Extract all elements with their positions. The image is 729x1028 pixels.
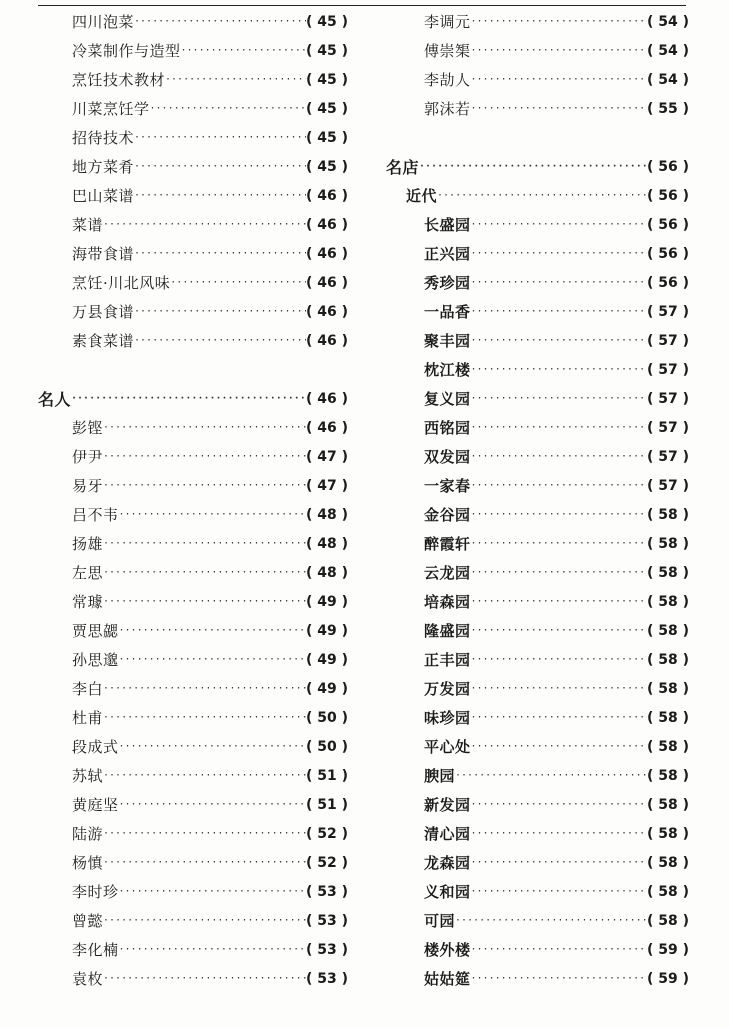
- toc-label: 常璩: [72, 593, 104, 611]
- toc-entry[interactable]: [52, 558, 348, 587]
- toc-page-number: ( 58 ): [646, 622, 689, 639]
- right-entries-famous-people: [386, 7, 689, 123]
- toc-label: 名店: [386, 158, 420, 177]
- toc-entry[interactable]: [52, 210, 348, 239]
- toc-page-number: ( 57 ): [646, 419, 689, 436]
- toc-entry[interactable]: [52, 819, 348, 848]
- toc-entry[interactable]: [386, 471, 689, 500]
- toc-entry[interactable]: [52, 703, 348, 732]
- toc-entry[interactable]: [52, 268, 348, 297]
- toc-label: 苏轼: [72, 767, 104, 785]
- toc-entry[interactable]: [386, 500, 689, 529]
- toc-label: 川菜烹饪学: [72, 100, 150, 118]
- leader-dots: [181, 45, 306, 56]
- toc-page-number: ( 46 ): [305, 390, 348, 407]
- toc-page-number: ( 52 ): [305, 854, 348, 871]
- toc-label: 名人: [38, 390, 72, 409]
- leader-dots: [119, 741, 306, 752]
- toc-entry[interactable]: [52, 674, 348, 703]
- spacer: [52, 355, 348, 384]
- left-entries-cookbooks: [52, 7, 348, 355]
- leader-dots: [134, 306, 306, 317]
- toc-page-number: ( 46 ): [305, 303, 348, 320]
- toc-page-number: ( 53 ): [305, 912, 348, 929]
- toc-page-number: ( 58 ): [646, 535, 689, 552]
- toc-page-number: ( 58 ): [646, 825, 689, 842]
- leader-dots: [134, 132, 306, 143]
- toc-entry[interactable]: [52, 877, 348, 906]
- leader-dots: [471, 393, 647, 404]
- toc-label: 曾懿: [72, 912, 104, 930]
- toc-label: 新发园: [424, 796, 471, 814]
- toc-entry[interactable]: [386, 529, 689, 558]
- toc-label: 培森园: [424, 593, 471, 611]
- toc-right-column: [386, 7, 689, 993]
- toc-label: 金谷园: [424, 506, 471, 524]
- toc-label: 腴园: [424, 767, 456, 785]
- toc-label: 杜甫: [72, 709, 104, 727]
- toc-entry[interactable]: [52, 7, 348, 36]
- leader-dots: [455, 770, 647, 781]
- toc-entry[interactable]: [386, 558, 689, 587]
- toc-label: 万县食谱: [72, 303, 135, 321]
- toc-label: 秀珍园: [424, 274, 471, 292]
- leader-dots: [471, 16, 647, 27]
- toc-label: 地方菜肴: [72, 158, 135, 176]
- toc-label: 李白: [72, 680, 104, 698]
- toc-entry[interactable]: [52, 906, 348, 935]
- toc-entry[interactable]: [386, 790, 689, 819]
- toc-label: 正丰园: [424, 651, 471, 669]
- toc-page-number: ( 56 ): [646, 187, 689, 204]
- toc-label: 四川泡菜: [72, 13, 135, 31]
- toc-entry[interactable]: [386, 413, 689, 442]
- toc-label: 菜谱: [72, 216, 104, 234]
- leader-dots: [471, 712, 647, 723]
- toc-label: 伊尹: [72, 448, 104, 466]
- toc-page-number: ( 49 ): [305, 593, 348, 610]
- toc-entry[interactable]: [386, 268, 689, 297]
- toc-entry[interactable]: [386, 645, 689, 674]
- toc-entry[interactable]: [52, 790, 348, 819]
- toc-sub-heading[interactable]: [386, 181, 689, 210]
- toc-page-number: ( 46 ): [305, 332, 348, 349]
- toc-label: 招待技术: [72, 129, 135, 147]
- toc-entry[interactable]: [386, 616, 689, 645]
- toc-label: 义和园: [424, 883, 471, 901]
- toc-page-number: ( 58 ): [646, 796, 689, 813]
- toc-section-heading[interactable]: [38, 384, 348, 413]
- toc-entry[interactable]: [386, 210, 689, 239]
- toc-label: 陆游: [72, 825, 104, 843]
- leader-dots: [471, 683, 647, 694]
- toc-page-number: ( 57 ): [646, 361, 689, 378]
- toc-page-number: ( 58 ): [646, 738, 689, 755]
- toc-label: 正兴园: [424, 245, 471, 263]
- leader-dots: [471, 741, 647, 752]
- toc-entry[interactable]: [386, 36, 689, 65]
- leader-dots: [119, 944, 306, 955]
- toc-label: 海带食谱: [72, 245, 135, 263]
- toc-page-number: ( 50 ): [305, 738, 348, 755]
- leader-dots: [103, 219, 306, 230]
- leader-dots: [119, 509, 306, 520]
- toc-entry[interactable]: [386, 877, 689, 906]
- toc-entry[interactable]: [52, 616, 348, 645]
- toc-page-number: ( 58 ): [646, 883, 689, 900]
- toc-entry[interactable]: [386, 65, 689, 94]
- toc-page-number: ( 54 ): [646, 42, 689, 59]
- toc-page-number: ( 59 ): [646, 941, 689, 958]
- toc-page-number: ( 51 ): [305, 767, 348, 784]
- toc-entry[interactable]: [386, 384, 689, 413]
- toc-label: 云龙园: [424, 564, 471, 582]
- toc-label: 李劼人: [424, 71, 471, 89]
- toc-label: 西铭园: [424, 419, 471, 437]
- toc-entry[interactable]: [386, 674, 689, 703]
- toc-page-number: ( 56 ): [646, 274, 689, 291]
- leader-dots: [134, 16, 306, 27]
- toc-page-number: ( 58 ): [646, 564, 689, 581]
- toc-entry[interactable]: [386, 761, 689, 790]
- toc-entry[interactable]: [52, 964, 348, 993]
- leader-dots: [471, 248, 647, 259]
- toc-label: 枕江楼: [424, 361, 471, 379]
- leader-dots: [471, 828, 647, 839]
- toc-label: 杨慎: [72, 854, 104, 872]
- toc-entry[interactable]: [52, 529, 348, 558]
- toc-page-number: ( 56 ): [646, 245, 689, 262]
- leader-dots: [134, 335, 306, 346]
- toc-label: 李时珍: [72, 883, 119, 901]
- toc-page-number: ( 53 ): [305, 941, 348, 958]
- leader-dots: [471, 538, 647, 549]
- leader-dots: [103, 480, 306, 491]
- toc-entry[interactable]: [52, 413, 348, 442]
- leader-dots: [471, 306, 647, 317]
- toc-label: 近代: [406, 187, 438, 205]
- toc-page-number: ( 49 ): [305, 680, 348, 697]
- toc-entry[interactable]: [52, 65, 348, 94]
- leader-dots: [103, 857, 306, 868]
- toc-page-number: ( 46 ): [305, 245, 348, 262]
- toc-entry[interactable]: [386, 587, 689, 616]
- toc-label: 左思: [72, 564, 104, 582]
- leader-dots: [165, 74, 306, 85]
- toc-label: 一家春: [424, 477, 471, 495]
- spacer: [386, 123, 689, 152]
- toc-entry[interactable]: [386, 297, 689, 326]
- toc-page-number: ( 50 ): [305, 709, 348, 726]
- leader-dots: [471, 944, 647, 955]
- toc-page-number: ( 46 ): [305, 187, 348, 204]
- toc-label: 双发园: [424, 448, 471, 466]
- toc-page-number: ( 45 ): [305, 13, 348, 30]
- leader-dots: [103, 596, 306, 607]
- leader-dots: [103, 567, 306, 578]
- toc-label: 烹饪·川北风味: [72, 274, 171, 292]
- toc-label: 郭沫若: [424, 100, 471, 118]
- toc-label: 李化楠: [72, 941, 119, 959]
- toc-page-number: ( 58 ): [646, 912, 689, 929]
- toc-label: 烹饪技术教材: [72, 71, 166, 89]
- toc-entry[interactable]: [386, 703, 689, 732]
- toc-entry[interactable]: [52, 239, 348, 268]
- toc-label: 冷菜制作与造型: [72, 42, 181, 60]
- toc-page-number: ( 45 ): [305, 100, 348, 117]
- toc-entry[interactable]: [52, 326, 348, 355]
- leader-dots: [471, 364, 647, 375]
- toc-label: 可园: [424, 912, 456, 930]
- toc-page-number: ( 57 ): [646, 390, 689, 407]
- toc-label: 孙思邈: [72, 651, 119, 669]
- toc-entry[interactable]: [52, 297, 348, 326]
- top-rule: [38, 5, 686, 6]
- toc-entry[interactable]: [52, 848, 348, 877]
- toc-entry[interactable]: [52, 761, 348, 790]
- toc-label: 素食菜谱: [72, 332, 135, 350]
- leader-dots: [103, 538, 306, 549]
- toc-page-number: ( 53 ): [305, 883, 348, 900]
- toc-label: 龙森园: [424, 854, 471, 872]
- leader-dots: [170, 277, 306, 288]
- toc-label: 醉霞轩: [424, 535, 471, 553]
- leader-dots: [103, 770, 306, 781]
- toc-page-number: ( 48 ): [305, 506, 348, 523]
- leader-dots: [471, 74, 647, 85]
- toc-page-number: ( 54 ): [646, 71, 689, 88]
- leader-dots: [471, 335, 647, 346]
- toc-label: 清心园: [424, 825, 471, 843]
- leader-dots: [455, 915, 647, 926]
- leader-dots: [103, 422, 306, 433]
- toc-page-number: ( 47 ): [305, 448, 348, 465]
- toc-entry[interactable]: [52, 94, 348, 123]
- toc-page-number: ( 57 ): [646, 332, 689, 349]
- right-entries-restaurants: [386, 210, 689, 993]
- toc-entry[interactable]: [52, 645, 348, 674]
- toc-entry[interactable]: [386, 326, 689, 355]
- leader-dots: [471, 625, 647, 636]
- toc-entry[interactable]: [52, 732, 348, 761]
- leader-dots: [150, 103, 306, 114]
- leader-dots: [71, 393, 306, 404]
- leader-dots: [103, 973, 306, 984]
- leader-dots: [471, 509, 647, 520]
- toc-page-number: ( 46 ): [305, 216, 348, 233]
- leader-dots: [471, 480, 647, 491]
- toc-section-heading[interactable]: [386, 152, 689, 181]
- toc-label: 傅崇榘: [424, 42, 471, 60]
- leader-dots: [103, 712, 306, 723]
- toc-entry[interactable]: [52, 471, 348, 500]
- toc-label: 吕不韦: [72, 506, 119, 524]
- toc-page-number: ( 58 ): [646, 506, 689, 523]
- toc-page-number: ( 49 ): [305, 622, 348, 639]
- toc-page-number: ( 47 ): [305, 477, 348, 494]
- toc-label: 姑姑筵: [424, 970, 471, 988]
- toc-page-number: ( 51 ): [305, 796, 348, 813]
- toc-label: 扬雄: [72, 535, 104, 553]
- toc-page-number: ( 58 ): [646, 593, 689, 610]
- toc-page-number: ( 57 ): [646, 477, 689, 494]
- toc-entry[interactable]: [386, 7, 689, 36]
- leader-dots: [103, 828, 306, 839]
- leader-dots: [471, 277, 647, 288]
- leader-dots: [134, 248, 306, 259]
- toc-page-number: ( 46 ): [305, 274, 348, 291]
- leader-dots: [471, 422, 647, 433]
- toc-page-number: ( 48 ): [305, 535, 348, 552]
- toc-label: 一品香: [424, 303, 471, 321]
- toc-entry[interactable]: [386, 732, 689, 761]
- leader-dots: [471, 886, 647, 897]
- toc-page-number: ( 59 ): [646, 970, 689, 987]
- toc-label: 贾思勰: [72, 622, 119, 640]
- toc-page-number: ( 58 ): [646, 651, 689, 668]
- toc-entry[interactable]: [52, 935, 348, 964]
- toc-label: 巴山菜谱: [72, 187, 135, 205]
- toc-entry[interactable]: [386, 964, 689, 993]
- leader-dots: [119, 799, 306, 810]
- toc-entry[interactable]: [52, 442, 348, 471]
- toc-page-number: ( 45 ): [305, 158, 348, 175]
- toc-label: 复义园: [424, 390, 471, 408]
- leader-dots: [471, 219, 647, 230]
- toc-entry[interactable]: [52, 500, 348, 529]
- leader-dots: [471, 973, 647, 984]
- toc-entry[interactable]: [386, 906, 689, 935]
- toc-page-number: ( 49 ): [305, 651, 348, 668]
- leader-dots: [119, 654, 306, 665]
- leader-dots: [471, 654, 647, 665]
- toc-page-number: ( 46 ): [305, 419, 348, 436]
- toc-label: 隆盛园: [424, 622, 471, 640]
- toc-entry[interactable]: [386, 355, 689, 384]
- leader-dots: [103, 451, 306, 462]
- leader-dots: [103, 915, 306, 926]
- toc-entry[interactable]: [52, 123, 348, 152]
- toc-page-number: ( 57 ): [646, 448, 689, 465]
- leader-dots: [471, 596, 647, 607]
- toc-label: 长盛园: [424, 216, 471, 234]
- toc-page-number: ( 55 ): [646, 100, 689, 117]
- toc-page-number: ( 58 ): [646, 767, 689, 784]
- leader-dots: [103, 683, 306, 694]
- toc-page-number: ( 58 ): [646, 709, 689, 726]
- toc-page-number: ( 52 ): [305, 825, 348, 842]
- toc-label: 易牙: [72, 477, 104, 495]
- leader-dots: [134, 190, 306, 201]
- toc-page-number: ( 56 ): [646, 216, 689, 233]
- leader-dots: [471, 857, 647, 868]
- toc-label: 黄庭坚: [72, 796, 119, 814]
- leader-dots: [471, 103, 647, 114]
- toc-entry[interactable]: [52, 152, 348, 181]
- toc-label: 彭铿: [72, 419, 104, 437]
- toc-entry[interactable]: [386, 239, 689, 268]
- toc-entry[interactable]: [52, 181, 348, 210]
- leader-dots: [471, 799, 647, 810]
- toc-page-number: ( 53 ): [305, 970, 348, 987]
- toc-label: 味珍园: [424, 709, 471, 727]
- toc-entry[interactable]: [386, 442, 689, 471]
- toc-entry[interactable]: [386, 935, 689, 964]
- leader-dots: [119, 625, 306, 636]
- toc-left-column: [38, 7, 348, 993]
- toc-label: 袁枚: [72, 970, 104, 988]
- toc-label: 楼外楼: [424, 941, 471, 959]
- leader-dots: [471, 567, 647, 578]
- toc-page-number: ( 45 ): [305, 71, 348, 88]
- toc-label: 段成式: [72, 738, 119, 756]
- leader-dots: [471, 451, 647, 462]
- toc-entry[interactable]: [386, 94, 689, 123]
- leader-dots: [437, 190, 647, 201]
- toc-page-number: ( 48 ): [305, 564, 348, 581]
- toc-label: 李调元: [424, 13, 471, 31]
- toc-page-number: ( 58 ): [646, 854, 689, 871]
- leader-dots: [119, 886, 306, 897]
- leader-dots: [471, 45, 647, 56]
- toc-page-number: ( 57 ): [646, 303, 689, 320]
- toc-label: 平心处: [424, 738, 471, 756]
- toc-page-number: ( 45 ): [305, 42, 348, 59]
- toc-page-number: ( 45 ): [305, 129, 348, 146]
- toc-entry[interactable]: [386, 848, 689, 877]
- toc-entry[interactable]: [52, 36, 348, 65]
- toc-page-number: ( 58 ): [646, 680, 689, 697]
- toc-label: 万发园: [424, 680, 471, 698]
- toc-page-number: ( 56 ): [646, 158, 689, 175]
- toc-page-number: ( 54 ): [646, 13, 689, 30]
- leader-dots: [134, 161, 306, 172]
- toc-label: 聚丰园: [424, 332, 471, 350]
- toc-entry[interactable]: [386, 819, 689, 848]
- leader-dots: [419, 161, 647, 172]
- toc-entry[interactable]: [52, 587, 348, 616]
- left-entries-famous-people: [52, 413, 348, 993]
